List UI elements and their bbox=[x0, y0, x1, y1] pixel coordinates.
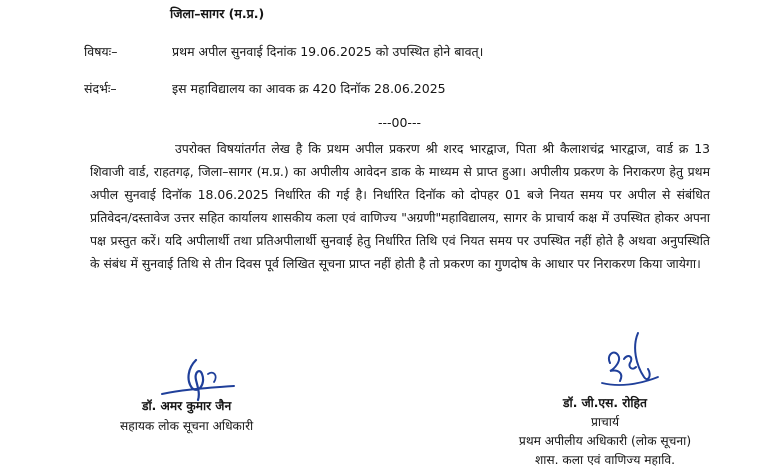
subject-text: प्रथम अपील सुनवाई दिनांक 19.06.2025 को उपस्थित होने बावत्। bbox=[172, 44, 484, 59]
signatory-left-name: डॉ. अमर कुमार जैन bbox=[142, 399, 232, 413]
signatory-right bbox=[488, 394, 722, 470]
signatory-left-designation: सहायक लोक सूचना अधिकारी bbox=[120, 419, 254, 433]
subject-label: विषयः– bbox=[84, 44, 118, 59]
signatory-right-designation: प्राचार्य bbox=[590, 415, 620, 429]
signatory-right-name: डॉ. जी.एस. रोहित bbox=[563, 396, 647, 410]
signatory-right-institution: शास. कला एवं वाणिज्य महावि. bbox=[534, 453, 675, 467]
district-header: जिला–सागर (म.प्र.) bbox=[170, 6, 265, 21]
reference-label: संदर्भः– bbox=[84, 81, 117, 96]
reference-text: इस महाविद्यालय का आवक क्र 420 दिनॉक 28.06.2025 bbox=[172, 81, 446, 96]
signatory-left bbox=[120, 396, 253, 436]
right-signature-mark bbox=[588, 325, 664, 395]
signatory-right-role: प्रथम अपीलीय अधिकारी (लोक सूचना) bbox=[518, 434, 692, 448]
body-paragraph: उपरोक्त विषयांतर्गत लेख है कि प्रथम अपील प्रकरण श्री शरद भारद्वाज, पिता श्री कैलाशचंद्र भारद्वाज, वार्ड क्र 13 शिवाजी वार्ड, राहतगढ़, जिला–सागर (म.प्र.) का अपीलीय आवेदन डाक के माध्यम से प्राप्त हुआ। अपीलीय प्रकरण के निराकरण हेतु प्रथम अपील सुनवाई दिनॉक 18.06.2025 निर्धारित की गई है। निर्धारित दिनॉक को दोपहर 01 बजे नियत समय पर अपील से संबंधित प्रतिवेदन/दस्तावेज उत्तर सहित कार्यालय शासकीय कला एवं वाणिज्य "अग्रणी"महाविद्यालय, सागर के प्राचार्य कक्ष में उपस्थित होकर अपना पक्ष प्रस्तुत करें। यदि अपीलार्थी तथा प्रतिअपीलार्थी सुनवाई हेतु निर्धारित तिथि एवं नियत समय पर उपस्थित नहीं होते है अथवा अनुपस्थिति के संबंध में सुनवाई तिथि से तीन दिवस पूर्व लिखित सूचना प्राप्त नहीं होती है तो प्रकरण का गुणदोष के आधार पर निराकरण किया जायेगा। bbox=[90, 141, 710, 271]
letter-body bbox=[90, 137, 710, 275]
separator: ---00--- bbox=[378, 115, 421, 130]
